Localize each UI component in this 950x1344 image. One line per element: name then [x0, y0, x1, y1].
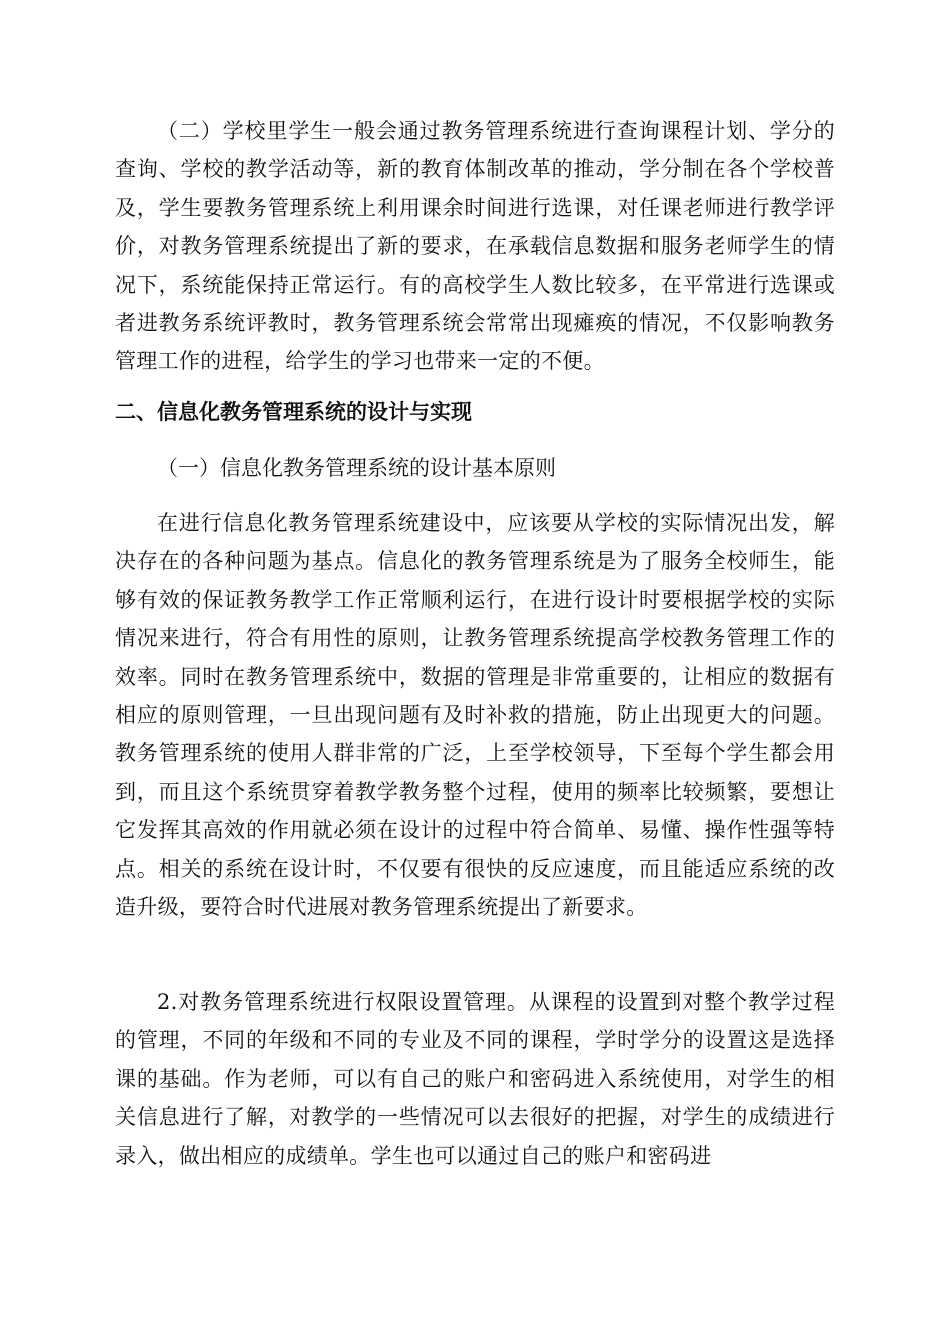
section-heading: 二、信息化教务管理系统的设计与实现: [115, 400, 472, 424]
body-paragraph: （二）学校里学生一般会通过教务管理系统进行查询课程计划、学分的查询、学校的教学活动等，新的教育体制改革的推动，学分制在各个学校普及，学生要教务管理系统上利用课余时间进行选课，对任课老师进行教学评价，对教务管理系统提出了新的要求，在承载信息数据和服务老师学生的情况下，系统能保持正常运行。有的高校学生人数比较多，在平常进行选课或者进教务系统评教时，教务管理系统会常常出现瘫痪的情况，不仅影响教务管理工作的进程，给学生的学习也带来一定的不便。: [115, 119, 835, 374]
body-paragraph: 2.对教务管理系统进行权限设置管理。从课程的设置到对整个教学过程的管理，不同的年级和不同的专业及不同的课程，学时学分的设置这是选择课的基础。作为老师，可以有自己的账户和密码进入系统使用，对学生的相关信息进行了解，对教学的一些情况可以去很好的把握，对学生的成绩进行录入，做出相应的成绩单。学生也可以通过自己的账户和密码进: [115, 990, 835, 1168]
subsection-heading: （一）信息化教务管理系统的设计基本原则: [157, 456, 556, 480]
body-paragraph: 在进行信息化教务管理系统建设中，应该要从学校的实际情况出发，解决存在的各种问题为基点。信息化的教务管理系统是为了服务全校师生，能够有效的保证教务教学工作正常顺利运行，在进行设计时要根据学校的实际情况来进行，符合有用性的原则，让教务管理系统提高学校教务管理工作的效率。同时在教务管理系统中，数据的管理是非常重要的，让相应的数据有相应的原则管理，一旦出现问题有及时补救的措施，防止出现更大的问题。教务管理系统的使用人群非常的广泛，上至学校领导，下至每个学生都会用到，而且这个系统贯穿着教学教务整个过程，使用的频率比较频繁，要想让它发挥其高效的作用就必须在设计的过程中符合简单、易懂、操作性强等特点。相关的系统在设计时，不仅要有很快的反应速度，而且能适应系统的改造升级，要符合时代进展对教务管理系统提出了新要求。: [115, 511, 835, 920]
